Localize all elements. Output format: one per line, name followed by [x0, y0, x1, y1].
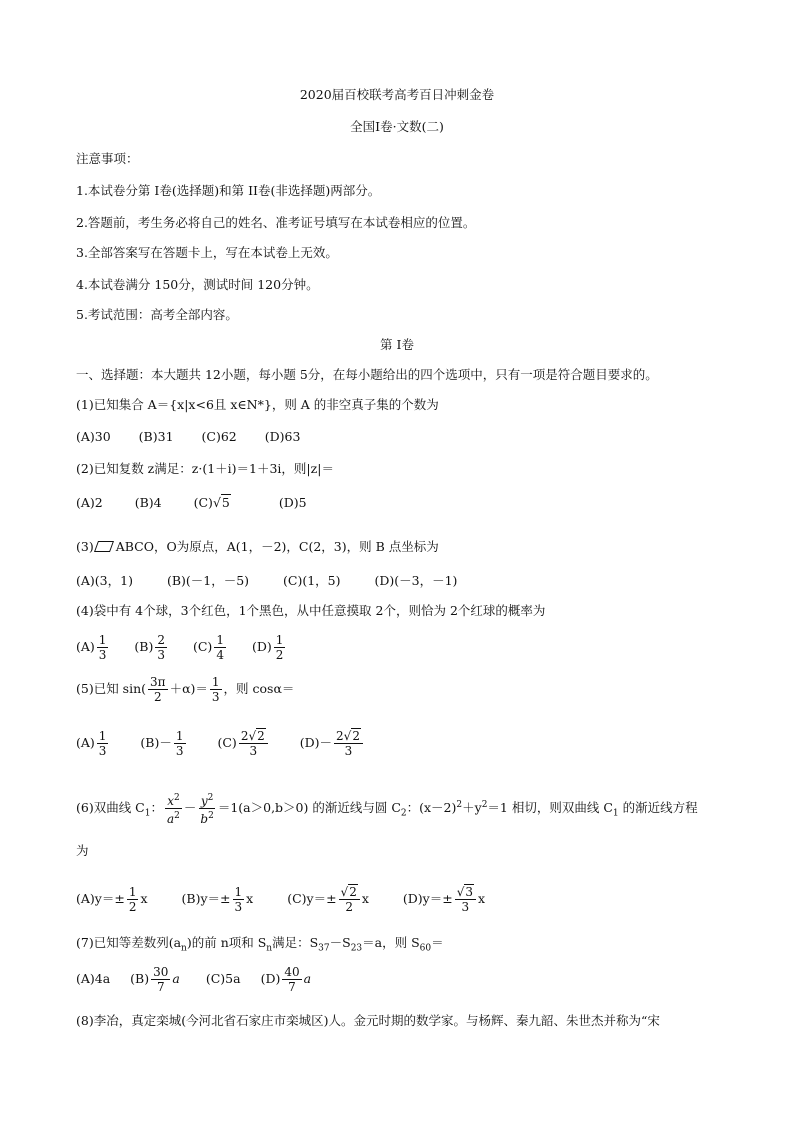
fraction: $\frac{1}{3}$ [98, 729, 107, 758]
question-6-stem: (6)双曲线 $C_1$： $\frac{x^2}{a^2}$ － $\frac{y^2}{b^2}$ ＝1(a＞0,b＞0) 的渐近线与圆 $C_2$：$(x-2)^2+y^2=1$ 相切，则双曲线 $C_1$ 的渐近线方程 [76, 793, 698, 827]
question-7-stem: (7)已知等差数列$(a_n)$的前 n项和 $S_n$满足：$S_{37}-S_{23}=a$，则 $S_{60}=$ [76, 935, 444, 954]
fraction: $\frac{1}{4}$ [216, 633, 224, 662]
option-d: (D)(－3，－1) [374, 573, 458, 588]
option-d: (D) $\frac{1}{2}$ [251, 633, 284, 662]
question-3-options [76, 572, 485, 590]
question-1-options [76, 428, 328, 446]
section-title: 第 I卷 [380, 337, 414, 352]
question-1-stem: (1)已知集合 A＝{x|x<6且 x∈N*}，则 A 的非空真子集的个数为 [76, 397, 439, 412]
question-3-stem: (3) ABCO，O为原点，A(1，－2)，C(2，3)，则 B 点坐标为 [76, 539, 439, 554]
fraction: $\frac{1}{2}$ [275, 633, 284, 662]
option-c: (C)5a [205, 971, 241, 986]
note-item: 3.全部答案写在答题卡上，写在本试卷上无效。 [76, 245, 338, 260]
page-subtitle: 全国I卷·文数(二) [350, 119, 444, 134]
question-2-stem: (2)已知复数 z满足：z·(1＋i)＝1＋3i，则|z|＝ [76, 461, 334, 476]
option-c: (C)62 [201, 429, 237, 444]
sqrt-symbol: √5 [212, 495, 230, 510]
fraction: $\frac{1}{3}$ [175, 729, 184, 758]
fraction: $\frac{y^2}{b^2}$ [200, 793, 214, 827]
option-b: (B) $\frac{30}{7}$ a [130, 965, 180, 994]
question-2-options [76, 494, 335, 512]
option-a: (A)2 [76, 495, 103, 510]
note-item: 4.本试卷满分 150分，测试时间 120分钟。 [76, 277, 319, 292]
fraction: $\frac{1}{3}$ [234, 885, 243, 914]
question-5-stem: (5)已知 sin( $\frac{3\pi}{2}$ ＋α)＝ $\frac{1}{3}$ ，则 cosα＝ [76, 675, 295, 704]
notes-heading: 注意事项： [76, 151, 139, 166]
fraction: $\frac{√2}{2}$ [339, 885, 360, 914]
option-d: (D)y＝± $\frac{√3}{3}$ x [402, 885, 486, 914]
note-item: 5.考试范围：高考全部内容。 [76, 307, 238, 322]
question-4-stem: (4)袋中有 4个球，3个红色，1个黑色，从中任意摸取 2个，则恰为 2个红球的概率为 [76, 603, 546, 618]
option-b: (B)y＝± $\frac{1}{3}$ x [181, 885, 254, 914]
question-4-options [76, 632, 315, 662]
option-a: (A)30 [76, 429, 111, 444]
option-b: (B)－ $\frac{1}{3}$ [140, 729, 184, 758]
option-c: (C) $\frac{2√2}{3}$ [217, 728, 269, 758]
option-d: (D) $\frac{40}{7}$ a [260, 965, 312, 994]
fraction: $\frac{1}{2}$ [128, 885, 137, 914]
parallelogram-icon [94, 541, 114, 552]
question-5-options [76, 728, 393, 758]
question-6-options [76, 884, 513, 914]
fraction: $\frac{2}{3}$ [157, 633, 165, 662]
fraction: $\frac{2√2}{3}$ [334, 729, 363, 758]
option-a: (A)y＝± $\frac{1}{2}$ x [76, 885, 148, 914]
fraction: $\frac{3\pi}{2}$ [150, 675, 166, 704]
fraction: $\frac{2√2}{3}$ [239, 729, 268, 758]
fraction: $\frac{√3}{3}$ [455, 885, 476, 914]
option-a: (A)4a [76, 971, 111, 986]
page-title: 2020届百校联考高考百日冲刺金卷 [299, 87, 495, 102]
question-7-options [76, 964, 339, 994]
note-item: 2.答题前，考生务必将自己的姓名、准考证号填写在本试卷相应的位置。 [76, 215, 476, 230]
option-c: (C)(1，5) [283, 573, 341, 588]
option-a: (A) $\frac{1}{3}$ [76, 729, 107, 758]
option-a: (A)(3，1) [76, 573, 133, 588]
option-b: (B)(－1，－5) [166, 573, 250, 588]
option-b: (B)31 [138, 429, 174, 444]
fraction: $\frac{40}{7}$ [284, 965, 300, 994]
option-c: (C)y＝± $\frac{√2}{2}$ x [287, 885, 369, 914]
fraction: $\frac{30}{7}$ [153, 965, 169, 994]
note-item: 1.本试卷分第 I卷(选择题)和第 II卷(非选择题)两部分。 [76, 183, 381, 198]
option-c: (C) $\frac{1}{4}$ [192, 633, 224, 662]
question-6-continuation: 为 [76, 843, 89, 858]
section-instruction: 一、选择题：本大题共 12小题，每小题 5分，在每小题给出的四个选项中，只有一项是符合题目要求的。 [76, 367, 658, 382]
option-b: (B)4 [134, 495, 162, 510]
option-c: (C)√5 [193, 495, 230, 510]
fraction: $\frac{1}{3}$ [211, 675, 220, 704]
question-8-stem: (8)李冶，真定栾城(今河北省石家庄市栾城区)人。金元时期的数学家。与杨辉、秦九韶、朱世杰并称为“宋 [76, 1013, 660, 1028]
fraction: $\frac{1}{3}$ [98, 633, 107, 662]
option-a: (A) $\frac{1}{3}$ [76, 633, 107, 662]
option-d: (D)63 [264, 429, 301, 444]
fraction: $\frac{x^2}{a^2}$ [167, 793, 180, 827]
option-d: (D)5 [278, 495, 307, 510]
option-d: (D)－ $\frac{2√2}{3}$ [300, 728, 365, 758]
option-b: (B) $\frac{2}{3}$ [134, 633, 165, 662]
